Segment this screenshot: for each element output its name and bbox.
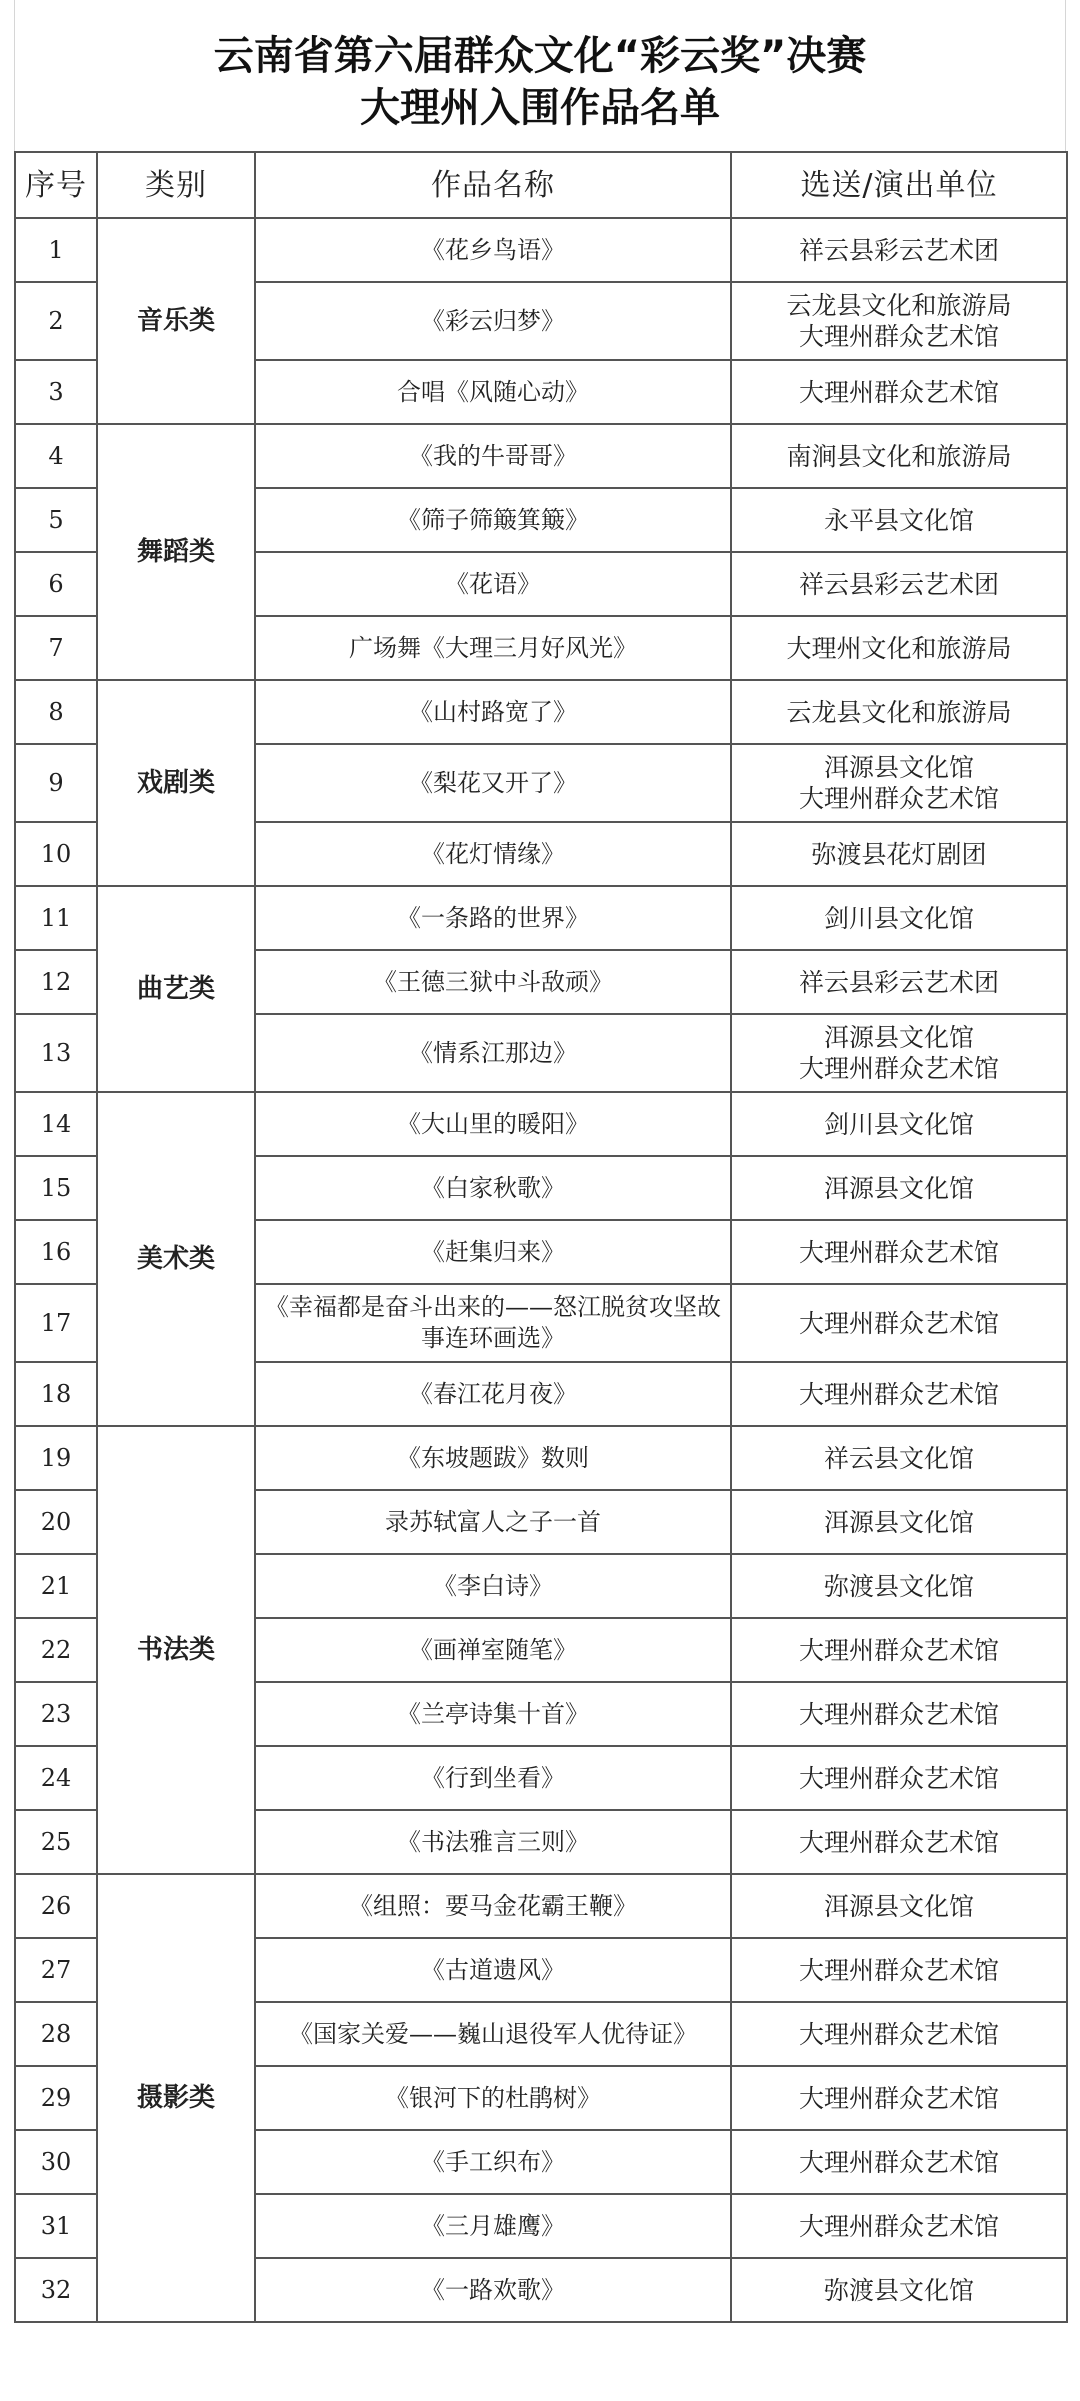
header-unit: 选送/演出单位 [731, 152, 1067, 218]
table-row [15, 680, 1067, 744]
row-number: 25 [15, 1810, 97, 1874]
row-number: 20 [15, 1490, 97, 1554]
work-title: 《情系江那边》 [255, 1014, 731, 1092]
row-number: 32 [15, 2258, 97, 2322]
document-page [14, 0, 1066, 2401]
table-row [15, 1874, 1067, 1938]
submitting-unit: 弥渡县花灯剧团 [731, 822, 1067, 886]
row-number: 3 [15, 360, 97, 424]
table-row [15, 886, 1067, 950]
submitting-unit: 大理州群众艺术馆 [731, 1938, 1067, 2002]
submitting-unit: 大理州群众艺术馆 [731, 2002, 1067, 2066]
submitting-unit: 大理州文化和旅游局 [731, 616, 1067, 680]
work-title: 《白家秋歌》 [255, 1156, 731, 1220]
header-no: 序号 [15, 152, 97, 218]
category-cell: 书法类 [97, 1426, 255, 1874]
submitting-unit: 洱源县文化馆 [731, 1874, 1067, 1938]
title-line-1: 云南省第六届群众文化“彩云奖”决赛 [213, 33, 867, 79]
work-title: 《三月雄鹰》 [255, 2194, 731, 2258]
row-number: 2 [15, 282, 97, 360]
work-title: 《兰亭诗集十首》 [255, 1682, 731, 1746]
row-number: 16 [15, 1220, 97, 1284]
row-number: 31 [15, 2194, 97, 2258]
row-number: 5 [15, 488, 97, 552]
header-work: 作品名称 [255, 152, 731, 218]
row-number: 10 [15, 822, 97, 886]
submitting-unit: 洱源县文化馆 大理州群众艺术馆 [731, 744, 1067, 822]
work-title: 《行到坐看》 [255, 1746, 731, 1810]
category-cell: 摄影类 [97, 1874, 255, 2322]
submitting-unit: 大理州群众艺术馆 [731, 1682, 1067, 1746]
work-title: 《李白诗》 [255, 1554, 731, 1618]
submitting-unit: 剑川县文化馆 [731, 886, 1067, 950]
row-number: 22 [15, 1618, 97, 1682]
table-row [15, 1092, 1067, 1156]
title-area [14, 0, 1066, 151]
submitting-unit: 祥云县彩云艺术团 [731, 950, 1067, 1014]
submitting-unit: 大理州群众艺术馆 [731, 2130, 1067, 2194]
row-number: 13 [15, 1014, 97, 1092]
submitting-unit: 弥渡县文化馆 [731, 2258, 1067, 2322]
work-title: 《东坡题跋》数则 [255, 1426, 731, 1490]
submitting-unit: 祥云县文化馆 [731, 1426, 1067, 1490]
submitting-unit: 南涧县文化和旅游局 [731, 424, 1067, 488]
category-cell: 音乐类 [97, 218, 255, 424]
work-title: 录苏轼富人之子一首 [255, 1490, 731, 1554]
row-number: 15 [15, 1156, 97, 1220]
submitting-unit: 大理州群众艺术馆 [731, 360, 1067, 424]
work-title: 合唱《风随心动》 [255, 360, 731, 424]
submitting-unit: 永平县文化馆 [731, 488, 1067, 552]
row-number: 9 [15, 744, 97, 822]
work-title: 《我的牛哥哥》 [255, 424, 731, 488]
work-title: 《梨花又开了》 [255, 744, 731, 822]
row-number: 26 [15, 1874, 97, 1938]
work-title: 《银河下的杜鹃树》 [255, 2066, 731, 2130]
row-number: 14 [15, 1092, 97, 1156]
submitting-unit: 剑川县文化馆 [731, 1092, 1067, 1156]
row-number: 29 [15, 2066, 97, 2130]
table-row [15, 1426, 1067, 1490]
work-title: 《王德三狱中斗敌顽》 [255, 950, 731, 1014]
work-title: 《古道遗风》 [255, 1938, 731, 2002]
submitting-unit: 大理州群众艺术馆 [731, 1220, 1067, 1284]
submitting-unit: 弥渡县文化馆 [731, 1554, 1067, 1618]
work-title: 《画禅室随笔》 [255, 1618, 731, 1682]
work-title: 《筛子筛簸箕簸》 [255, 488, 731, 552]
submitting-unit: 祥云县彩云艺术团 [731, 218, 1067, 282]
work-title: 广场舞《大理三月好风光》 [255, 616, 731, 680]
row-number: 30 [15, 2130, 97, 2194]
header-category: 类别 [97, 152, 255, 218]
work-title: 《手工织布》 [255, 2130, 731, 2194]
submitting-unit: 洱源县文化馆 [731, 1156, 1067, 1220]
submitting-unit: 云龙县文化和旅游局 大理州群众艺术馆 [731, 282, 1067, 360]
nominee-table [14, 151, 1068, 2323]
table-body [15, 218, 1067, 2322]
submitting-unit: 大理州群众艺术馆 [731, 1362, 1067, 1426]
table-row [15, 424, 1067, 488]
table-row [15, 218, 1067, 282]
table-header-row [15, 152, 1067, 218]
title-line-2: 大理州入围作品名单 [360, 85, 720, 131]
work-title: 《春江花月夜》 [255, 1362, 731, 1426]
row-number: 23 [15, 1682, 97, 1746]
row-number: 6 [15, 552, 97, 616]
submitting-unit: 大理州群众艺术馆 [731, 1284, 1067, 1362]
row-number: 18 [15, 1362, 97, 1426]
row-number: 11 [15, 886, 97, 950]
work-title: 《国家关爱——巍山退役军人优待证》 [255, 2002, 731, 2066]
work-title: 《花灯情缘》 [255, 822, 731, 886]
submitting-unit: 大理州群众艺术馆 [731, 1746, 1067, 1810]
submitting-unit: 大理州群众艺术馆 [731, 2066, 1067, 2130]
work-title: 《一路欢歌》 [255, 2258, 731, 2322]
submitting-unit: 洱源县文化馆 大理州群众艺术馆 [731, 1014, 1067, 1092]
category-cell: 美术类 [97, 1092, 255, 1426]
row-number: 28 [15, 2002, 97, 2066]
work-title: 《一条路的世界》 [255, 886, 731, 950]
row-number: 8 [15, 680, 97, 744]
submitting-unit: 大理州群众艺术馆 [731, 1810, 1067, 1874]
work-title: 《山村路宽了》 [255, 680, 731, 744]
category-cell: 戏剧类 [97, 680, 255, 886]
submitting-unit: 祥云县彩云艺术团 [731, 552, 1067, 616]
work-title: 《彩云归梦》 [255, 282, 731, 360]
submitting-unit: 大理州群众艺术馆 [731, 1618, 1067, 1682]
category-cell: 舞蹈类 [97, 424, 255, 680]
row-number: 19 [15, 1426, 97, 1490]
submitting-unit: 云龙县文化和旅游局 [731, 680, 1067, 744]
work-title: 《组照：要马金花霸王鞭》 [255, 1874, 731, 1938]
category-cell: 曲艺类 [97, 886, 255, 1092]
work-title: 《大山里的暖阳》 [255, 1092, 731, 1156]
work-title: 《幸福都是奋斗出来的——怒江脱贫攻坚故事连环画选》 [255, 1284, 731, 1362]
work-title: 《赶集归来》 [255, 1220, 731, 1284]
submitting-unit: 洱源县文化馆 [731, 1490, 1067, 1554]
row-number: 12 [15, 950, 97, 1014]
submitting-unit: 大理州群众艺术馆 [731, 2194, 1067, 2258]
row-number: 17 [15, 1284, 97, 1362]
row-number: 21 [15, 1554, 97, 1618]
row-number: 24 [15, 1746, 97, 1810]
work-title: 《书法雅言三则》 [255, 1810, 731, 1874]
row-number: 4 [15, 424, 97, 488]
work-title: 《花乡鸟语》 [255, 218, 731, 282]
row-number: 27 [15, 1938, 97, 2002]
row-number: 1 [15, 218, 97, 282]
work-title: 《花语》 [255, 552, 731, 616]
row-number: 7 [15, 616, 97, 680]
